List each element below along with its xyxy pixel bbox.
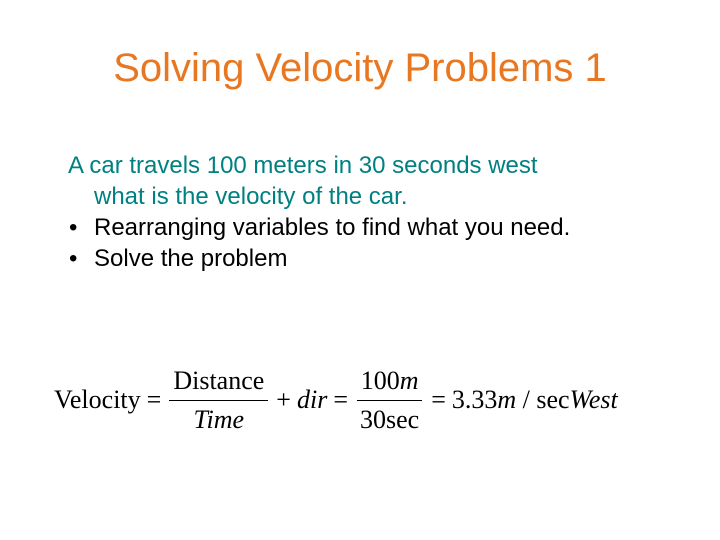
- fraction-denominator: [356, 401, 423, 437]
- plus-sign: +: [276, 385, 291, 414]
- numerator-value: 100: [360, 365, 400, 395]
- problem-line-1: A car travels 100 meters in 30 seconds west: [68, 152, 538, 179]
- result-unit-seconds: sec: [536, 385, 570, 414]
- fraction-numerator: Distance: [169, 364, 268, 401]
- bullet-text: Solve the problem: [94, 245, 288, 272]
- result-direction: West: [569, 385, 618, 414]
- fraction-denominator: Time: [193, 404, 245, 434]
- fraction-numerator: [357, 364, 423, 401]
- equals-sign: =: [431, 385, 446, 414]
- velocity-equation: [54, 360, 618, 440]
- distance-over-time-fraction: [169, 364, 268, 437]
- result-term: [452, 385, 618, 415]
- bullet-dot-icon: •: [69, 245, 78, 272]
- bullet-dot-icon: •: [69, 214, 78, 241]
- meters-over-seconds-fraction: [356, 364, 423, 437]
- bullet-list: [68, 212, 708, 274]
- equals-sign: =: [333, 385, 348, 414]
- bullet-item: [68, 212, 708, 243]
- denominator-value: 30: [359, 404, 386, 434]
- bullet-text: Rearranging variables to find what you need.: [94, 214, 571, 241]
- problem-line-2: what is the velocity of the car.: [94, 183, 408, 210]
- slide-body: [68, 150, 708, 274]
- result-slash: /: [516, 385, 537, 414]
- problem-statement: [68, 150, 708, 212]
- velocity-term: Velocity: [54, 385, 141, 414]
- slide-title: Solving Velocity Problems 1: [113, 46, 607, 90]
- equals-sign: =: [146, 385, 162, 414]
- direction-term: dir: [296, 385, 328, 414]
- bullet-item: [68, 243, 708, 274]
- result-value: 3.33: [451, 385, 498, 414]
- numerator-unit: m: [399, 365, 419, 395]
- result-unit-meters: m: [497, 385, 517, 414]
- denominator-unit: sec: [385, 404, 420, 434]
